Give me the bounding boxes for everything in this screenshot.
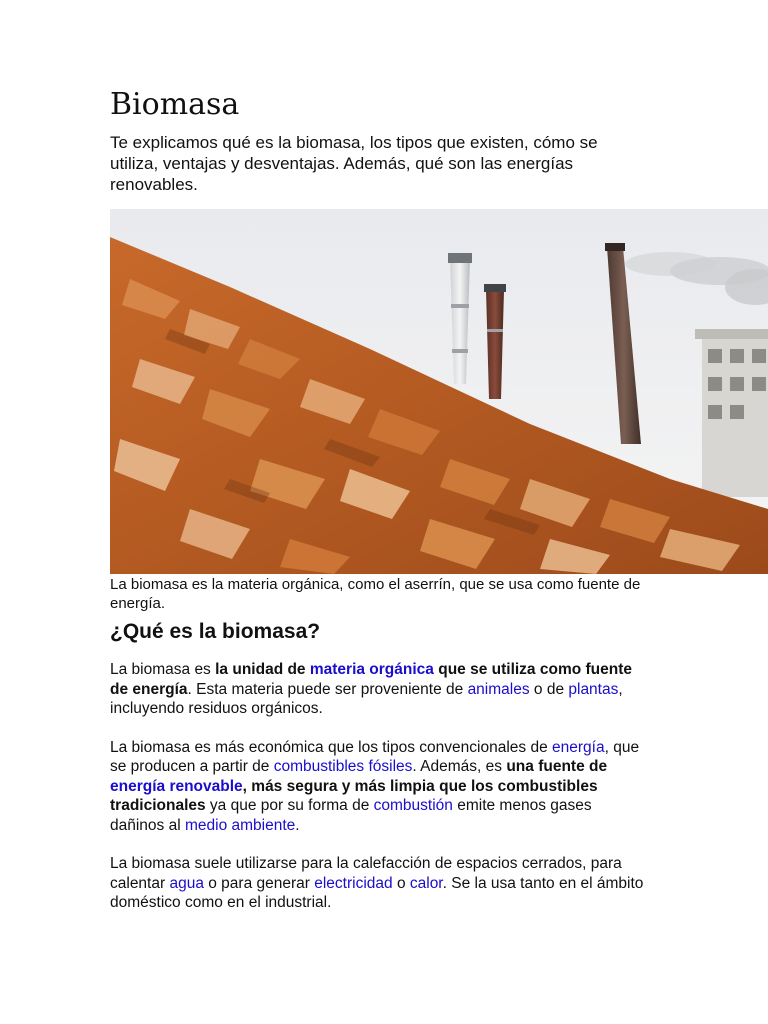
article bbox=[110, 86, 768, 932]
link-electricidad[interactable]: electricidad bbox=[314, 874, 393, 892]
text: La biomasa es más económica que los tipos convencionales de bbox=[110, 738, 553, 756]
link-energia[interactable]: energía bbox=[552, 738, 605, 756]
bold-text: , más segura y más limpia que los combustibles tradicionales bbox=[110, 777, 598, 814]
link-plantas[interactable]: plantas bbox=[568, 680, 619, 698]
link-agua[interactable]: agua bbox=[169, 874, 204, 892]
text: emite menos gases dañinos al bbox=[110, 797, 592, 834]
text: La biomasa es bbox=[110, 661, 216, 678]
text: o bbox=[392, 874, 410, 892]
link-combustibles-fosiles[interactable]: combustibles fósiles bbox=[273, 758, 413, 775]
text: . Además, es bbox=[412, 758, 507, 775]
bold-text: una fuente de bbox=[506, 758, 608, 775]
text: o de bbox=[529, 680, 569, 698]
text: . bbox=[295, 816, 300, 834]
wood-chips-smokestacks-illustration bbox=[110, 209, 768, 574]
link-materia-organica[interactable]: materia orgánica bbox=[309, 661, 434, 678]
text: . Esta materia puede ser proveniente de bbox=[187, 680, 468, 698]
link-combustion[interactable]: combustión bbox=[373, 797, 453, 814]
text: . Se la usa tanto en el ámbito doméstico como en el industrial. bbox=[110, 874, 644, 911]
link-animales[interactable]: animales bbox=[467, 680, 530, 698]
lead-paragraph: Te explicamos qué es la biomasa, los tipos que existen, cómo se utiliza, ventajas y desventajas. Además, qué son las energías renovables. bbox=[110, 133, 598, 194]
biomass-photo bbox=[110, 209, 768, 574]
section-heading: ¿Qué es la biomasa? bbox=[110, 620, 321, 643]
paragraph-definition bbox=[110, 660, 645, 719]
link-medio-ambiente[interactable]: medio ambiente bbox=[184, 816, 296, 834]
text: o para generar bbox=[203, 874, 315, 892]
paragraph-uses bbox=[110, 854, 645, 913]
bold-text: la unidad de bbox=[215, 661, 310, 678]
text: ya que por su forma de bbox=[205, 797, 374, 814]
bold-text: que se utiliza como fuente de energía bbox=[110, 661, 633, 698]
text: , incluyendo residuos orgánicos. bbox=[110, 680, 623, 717]
page-title: Biomasa bbox=[110, 87, 240, 122]
paragraph-advantages bbox=[110, 738, 645, 836]
link-calor[interactable]: calor bbox=[409, 874, 443, 892]
link-energia-renovable[interactable]: energía renovable bbox=[110, 777, 243, 795]
text: , que se producen a partir de bbox=[110, 738, 640, 775]
image-caption: La biomasa es la materia orgánica, como el aserrín, que se usa como fuente de energía. bbox=[110, 576, 641, 612]
text: La biomasa suele utilizarse para la calefacción de espacios cerrados, para calentar bbox=[110, 855, 622, 892]
